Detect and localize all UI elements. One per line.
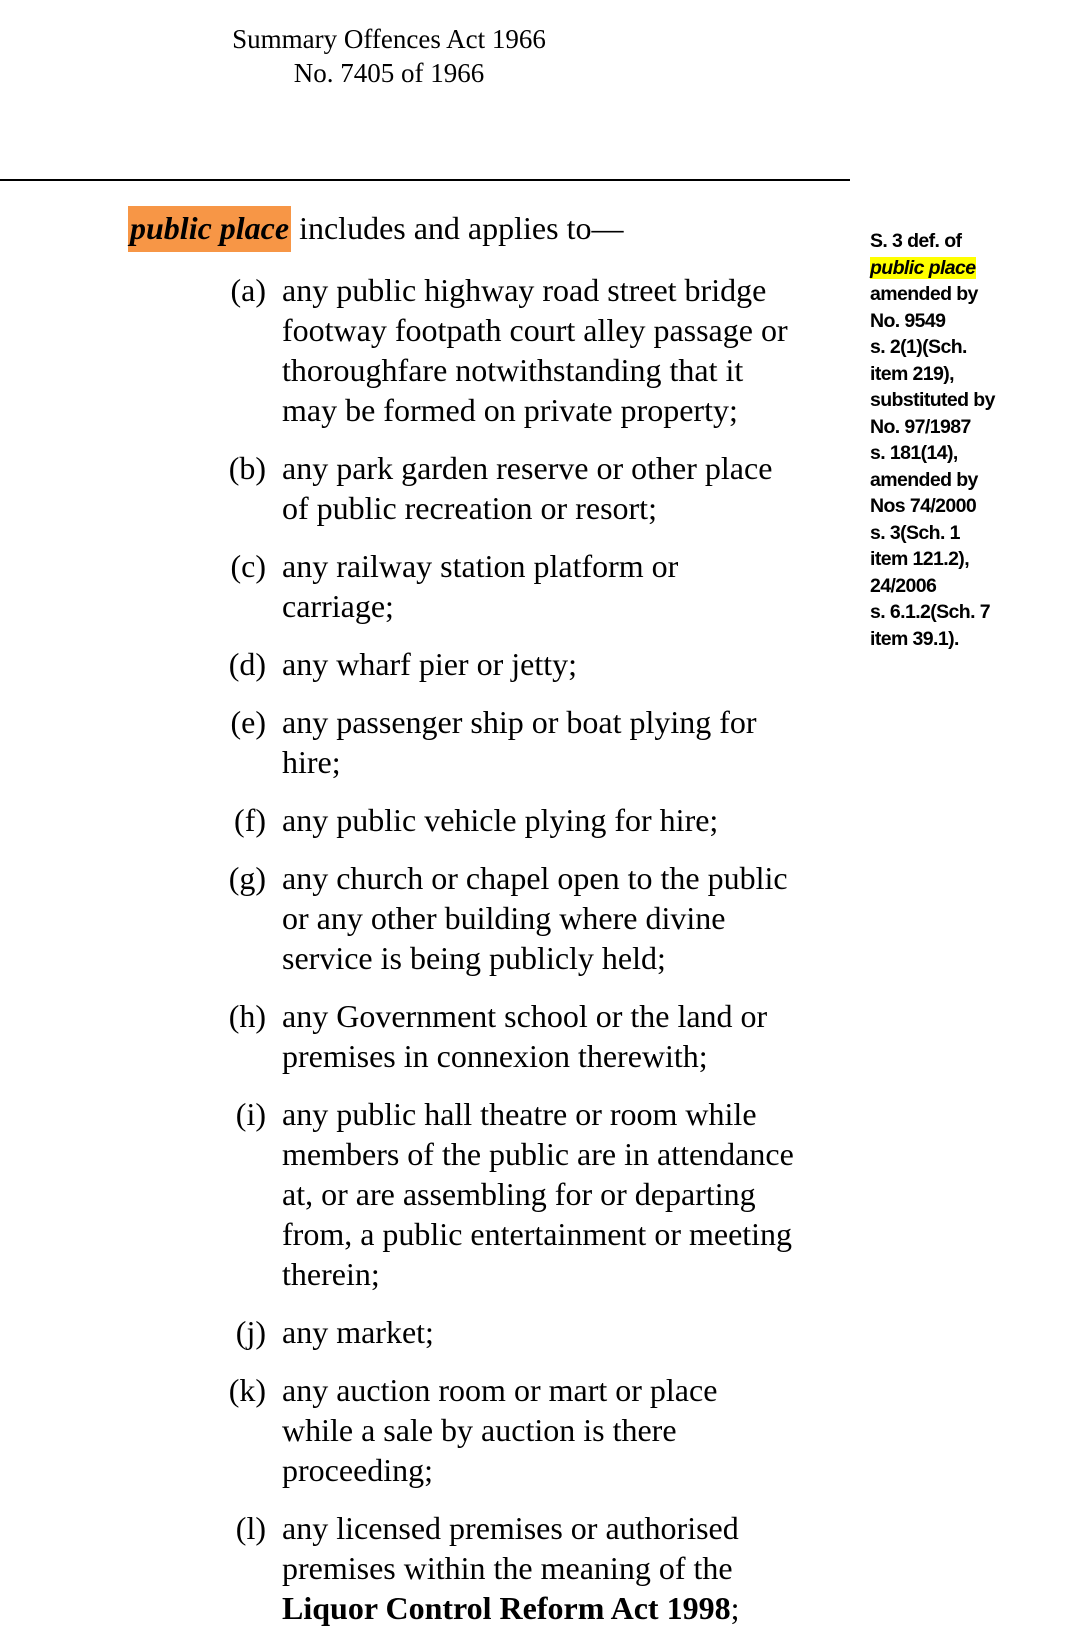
list-item-e <box>200 702 860 782</box>
item-line: or any other building where divine <box>282 900 726 936</box>
item-line: proceeding; <box>282 1452 434 1488</box>
list-item-d <box>200 644 860 684</box>
item-label: (g) <box>228 860 266 896</box>
item-line: any Government school or the land or <box>282 998 768 1034</box>
item-line: hire; <box>282 744 341 780</box>
item-line: of public recreation or resort; <box>282 490 657 526</box>
item-label: (a) <box>230 272 266 308</box>
act-title: Summary Offences Act 1966 <box>232 24 546 54</box>
item-line: thoroughfare notwithstanding that it <box>282 352 744 388</box>
note-line: amended by <box>870 468 978 491</box>
list-item-g <box>200 858 860 978</box>
item-line: footway footpath court alley passage or <box>282 312 788 348</box>
note-line: 24/2006 <box>870 574 937 597</box>
item-label: (h) <box>228 998 266 1034</box>
note-line: s. 181(14), <box>870 442 958 464</box>
amendment-history-note <box>870 228 1060 652</box>
item-text <box>282 1508 860 1628</box>
note-line: item 121.2), <box>870 548 970 570</box>
item-line: any auction room or mart or place <box>282 1372 718 1408</box>
list-item-b <box>200 448 860 528</box>
item-line: service is being publicly held; <box>282 940 666 976</box>
act-number: No. 7405 of 1966 <box>293 58 485 88</box>
item-line: carriage; <box>282 588 394 624</box>
item-text <box>282 1094 860 1294</box>
list-item-h <box>200 996 860 1076</box>
item-text <box>282 546 860 626</box>
item-label: (b) <box>228 450 266 486</box>
item-label: (i) <box>235 1096 266 1132</box>
item-text <box>282 448 860 528</box>
note-line: No. 9549 <box>870 309 946 332</box>
list-item-a <box>200 270 860 430</box>
note-line: s. 6.1.2(Sch. 7 <box>870 601 990 623</box>
item-line: any wharf pier or jetty; <box>282 646 577 682</box>
header-divider <box>0 179 850 181</box>
item-line: any public vehicle plying for hire; <box>282 802 719 838</box>
item-label: (c) <box>230 548 266 584</box>
item-line: from, a public entertainment or meeting <box>282 1216 793 1252</box>
item-label: (l) <box>235 1510 266 1546</box>
item-line: premises in connexion therewith; <box>282 1038 708 1074</box>
statute-suffix: ; <box>730 1590 740 1626</box>
item-text <box>282 858 860 978</box>
item-line: any park garden reserve or other place <box>282 450 773 486</box>
note-line: item 219), <box>870 362 954 385</box>
note-line: s. 3(Sch. 1 <box>870 521 960 544</box>
list-item-c <box>200 546 860 626</box>
note-term: public place <box>870 256 976 279</box>
item-line-statute <box>282 1588 860 1628</box>
item-label: (k) <box>228 1372 266 1408</box>
item-label: (e) <box>230 704 266 740</box>
statute-name: Liquor Control Reform Act 1998 <box>282 1590 731 1626</box>
definition-heading <box>128 208 623 248</box>
list-item-k <box>200 1370 860 1490</box>
list-item-l <box>200 1508 860 1628</box>
item-line: members of the public are in attendance <box>282 1136 794 1172</box>
defined-term: public place <box>128 206 291 252</box>
note-line: s. 2(1)(Sch. <box>870 336 967 358</box>
item-line: at, or are assembling for or departing <box>282 1176 756 1212</box>
list-item-j <box>200 1312 860 1352</box>
item-line: any passenger ship or boat plying for <box>282 704 757 740</box>
note-line: No. 97/1987 <box>870 415 971 438</box>
note-term-line <box>870 255 1060 282</box>
list-item-i <box>200 1094 860 1294</box>
item-line: any church or chapel open to the public <box>282 860 788 896</box>
item-text <box>282 702 860 782</box>
item-line: therein; <box>282 1256 380 1292</box>
item-text <box>282 1370 860 1490</box>
item-line: any licensed premises or authorised <box>282 1510 739 1546</box>
note-line: item 39.1). <box>870 627 959 650</box>
item-line: premises within the meaning of the <box>282 1550 733 1586</box>
list-item-f <box>200 800 860 840</box>
item-line: any public hall theatre or room while <box>282 1096 757 1132</box>
note-line: S. 3 def. of <box>870 230 962 252</box>
item-text <box>282 644 860 684</box>
item-text <box>282 270 860 430</box>
definition-intro: includes and applies to— <box>299 210 624 246</box>
page-header <box>219 22 559 90</box>
item-line: while a sale by auction is there <box>282 1412 677 1448</box>
item-line: any public highway road street bridge <box>282 272 767 308</box>
item-label: (f) <box>234 802 266 838</box>
item-line: any railway station platform or <box>282 548 679 584</box>
item-line: may be formed on private property; <box>282 392 738 428</box>
note-line: Nos 74/2000 <box>870 495 977 517</box>
item-text <box>282 800 860 840</box>
item-label: (j) <box>235 1314 266 1350</box>
item-line: any market; <box>282 1314 434 1350</box>
item-text <box>282 996 860 1076</box>
item-label: (d) <box>228 646 266 682</box>
note-line: substituted by <box>870 389 995 411</box>
item-text <box>282 1312 860 1352</box>
note-line: amended by <box>870 283 978 305</box>
